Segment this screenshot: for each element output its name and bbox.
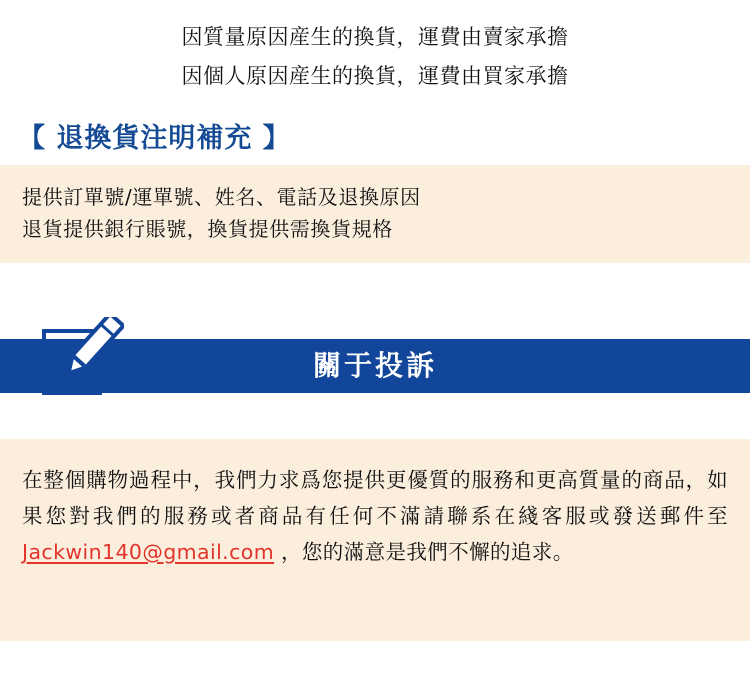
complaint-paragraph (22, 463, 728, 571)
pencil-note-icon (38, 317, 124, 401)
complaint-body (0, 439, 750, 641)
top-note-line: 因質量原因産生的換貨，運費由賣家承擔 (181, 25, 569, 49)
return-note-line: 退貨提供銀行賬號，換貨提供需換貨規格 (22, 217, 393, 241)
return-note-heading: 【 退換貨注明補充 】 (18, 123, 291, 154)
support-email-link[interactable]: Jackwin140@gmail.com (22, 539, 275, 564)
complaint-banner-title: 關于投訴 (312, 349, 437, 382)
return-note-line: 提供訂單號/運單號、姓名、電話及退換原因 (22, 185, 421, 209)
top-note-line: 因個人原因産生的換貨，運費由買家承擔 (181, 64, 569, 88)
complaint-text-after-email: ，您的滿意是我們不懈的追求。 (274, 539, 574, 564)
complaint-banner (0, 317, 750, 401)
complaint-text-before-email: 在整個購物過程中，我們力求爲您提供更優質的服務和更高質量的商品，如果您對我們的服務或者商品有任何不滿請聯系在綫客服或發送郵件至 (22, 468, 728, 528)
return-note-block (0, 165, 750, 263)
top-notes (0, 0, 750, 96)
